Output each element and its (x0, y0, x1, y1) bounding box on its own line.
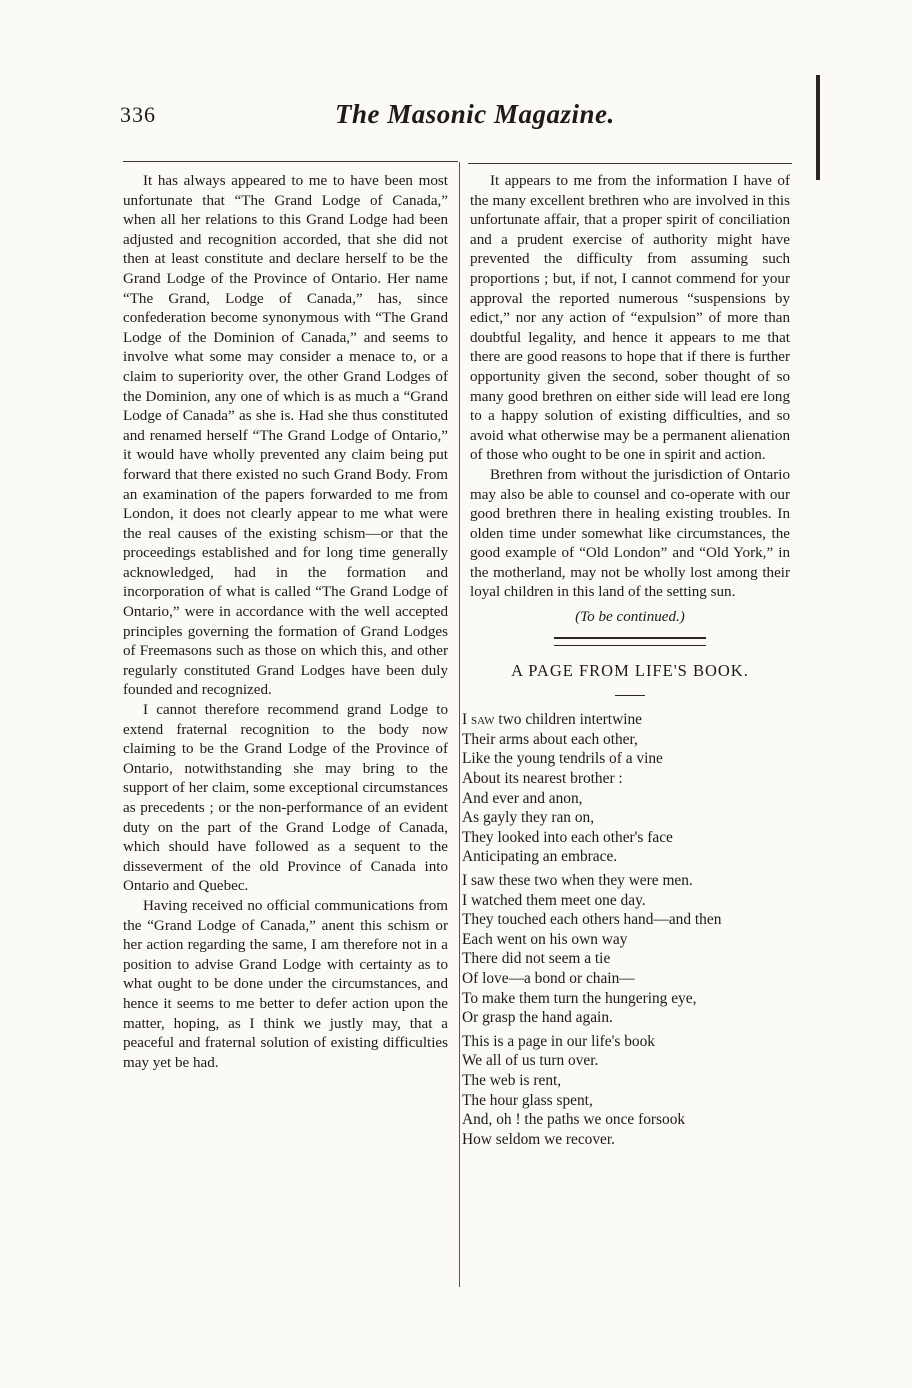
poem-line: There did not seem a tie (462, 950, 611, 968)
right-column (462, 172, 790, 1153)
poem-line: They touched each others hand—and then (462, 911, 722, 929)
poem-line: And, oh ! the paths we once forsook (462, 1111, 686, 1129)
left-paragraph-2: I cannot therefore recommend grand Lodge to extend fraternal recognition to the body now claiming to be the Grand Lodge of the Province of Ontario, notwithstanding she may bring to the support of her claim, some exceptional circumstances as precedents ; or the non-performance of an evident duty on the part of the Grand Lodge of Canada, which should have followed as a sequent to the disseverment of the old Province of Canada into Ontario and Quebec. (123, 702, 448, 895)
poem-stanza-3 (462, 1032, 790, 1150)
poem-line: I saw two children intertwine (462, 711, 642, 729)
poem-line: Like the young tendrils of a vine (462, 750, 663, 768)
poem-line: Each went on his own way (462, 930, 628, 948)
magazine-title: The Masonic Magazine. (335, 99, 615, 129)
page-edge-mark (816, 75, 820, 180)
continued-note: (To be continued.) (575, 609, 685, 626)
poem-line: To make them turn the hungering eye, (462, 989, 697, 1007)
left-paragraph-3: Having received no official communications from the “Grand Lodge of Canada,” anent this schism or her action regarding the same, I am therefore not in a position to advise Grand Lodge with certainty as to what ought to be done under the circumstances, and hence it seems to me better to defer action upon the matter, hoping, as I think we justly may, that a peaceful and fraternal solution of existing difficulties may yet be had. (123, 897, 448, 1071)
poem-stanza-2 (462, 871, 790, 1028)
right-paragraph-1: It appears to me from the information I have of the many excellent brethren who are involved in this unfortunate affair, that a proper spirit of conciliation and a prudent exercise of authority might have prevented the difficulty from assuming such proportions ; but, if not, I cannot commend for your approval the reported numerous “suspensions by edict,” nor any action of “expulsion” of more than doubtful legality, and hence it appears to me that there are good reasons to hope that if there is further opportunity given the second, sober thought of so many good brethren on either side will lead ere long to a happy solution of existing difficulties, and so avoid what otherwise may be a permanent alienation of those who ought to be one in spirit and action. (470, 173, 790, 464)
top-rule-right (468, 163, 792, 164)
poem-line: Or grasp the hand again. (462, 1009, 613, 1027)
poem-line: Anticipating an embrace. (462, 848, 618, 866)
poem-line: Of love—a bond or chain— (462, 969, 635, 987)
poem-line: I saw these two when they were men. (462, 872, 693, 889)
poem-line: They looked into each other's face (462, 828, 673, 846)
left-column (123, 172, 448, 1073)
poem-line: The web is rent, (462, 1071, 562, 1089)
left-paragraph-1: It has always appeared to me to have been most unfortunate that “The Grand Lodge of Canada,” when all her relations to this Grand Lodge had been adjusted and recognition accorded, that she did not then at least constitute and declare herself to be the Grand Lodge of the Province of Ontario. Her name “The Grand, Lodge of Canada,” has, since confederation become synonymous with “The Grand Lodge of the Dominion of Canada,” and seems to involve what some may consider a menace to, or a claim to superiority over, the other Grand Lodges of the Dominion, any one of which is as much a “Grand Lodge of Canada” as she is. Had she thus constituted and renamed herself “The Grand Lodge of Ontario,” it would have wholly prevented any claim being put forward that there existed no such Grand Body. From an examination of the papers forwarded to me from London, it does not clearly appear to me what were the real causes of the existing schism—or that the proceedings established and for long time generally acknowledged, had in the formation and incorporation of what is called “The Grand Lodge of Ontario,” were in accordance with the well accepted principles governing the formation of Grand Lodges of Freemasons such as those on which this, and other regularly constituted Grand Lodges have been duly founded and recognized. (123, 173, 448, 699)
poem-line: And ever and anon, (462, 789, 583, 807)
poem-stanza-1 (462, 710, 790, 867)
poem-line: About its nearest brother : (462, 770, 623, 788)
page-number: 336 (120, 102, 156, 127)
title-rule (615, 695, 645, 696)
poem-line: How seldom we recover. (462, 1130, 616, 1148)
right-paragraph-2: Brethren from without the jurisdiction of Ontario may also be able to counsel and co-operate with our good brethren there in healing existing troubles. In olden time under somewhat like circumstances, the good example of “Old London” and “Old York,” in the motherland, may not be wholly lost among their loyal children in this land of the setting sun. (470, 466, 790, 601)
poem-line: Their arms about each other, (462, 730, 638, 748)
poem-title: A PAGE FROM LIFE'S BOOK. (511, 660, 749, 680)
poem-first-word: I saw (462, 711, 495, 729)
page-header (120, 99, 790, 142)
top-rule-left (123, 161, 458, 162)
poem-line: As gayly they ran on, (462, 809, 595, 827)
section-divider (554, 637, 706, 646)
poem-line: I watched them meet one day. (462, 891, 646, 909)
poem-line: This is a page in our life's book (462, 1032, 655, 1050)
poem-line: The hour glass spent, (462, 1091, 593, 1109)
poem-line: We all of us turn over. (462, 1052, 599, 1070)
column-divider (459, 162, 460, 1287)
